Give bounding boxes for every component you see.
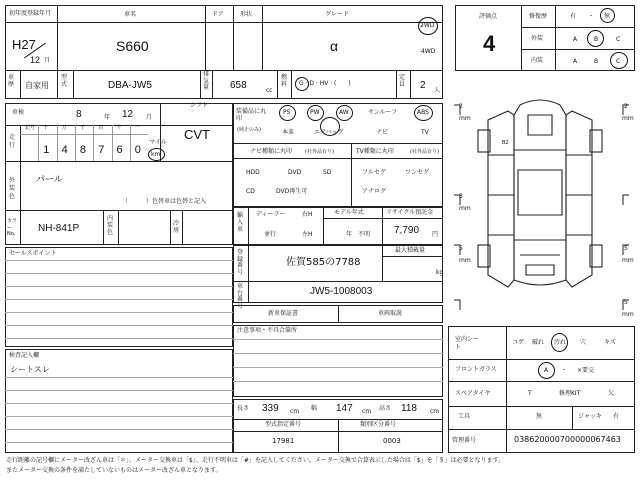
new-warranty: 新車保証書 xyxy=(268,310,299,317)
diag-right-unit-2: mm xyxy=(622,257,634,264)
equip-leather: 本革 xyxy=(282,129,295,136)
model-code: DBA-JW5 xyxy=(108,80,152,91)
recycle-unit: 円 xyxy=(432,231,439,238)
exterior-note: （ ）色替車は色替と記入 xyxy=(122,198,207,205)
nav-hdd: HDD xyxy=(246,169,260,176)
type-label: 型式 xyxy=(61,74,68,89)
mileage-header-3: 千 xyxy=(79,125,85,131)
car-name-label: 車名 xyxy=(124,11,137,18)
diag-b2: B2 xyxy=(502,140,509,146)
displacement-label: 排気量 xyxy=(203,71,210,92)
displacement-value: 658 xyxy=(230,80,247,91)
seat-tear: 破れ xyxy=(532,339,545,346)
windshield-dot: ・ xyxy=(561,367,568,374)
door-label: ドア xyxy=(212,11,224,18)
shift-label: シフト xyxy=(190,102,209,109)
tv-title: TV種類に丸印 xyxy=(356,148,394,155)
nav-cd: CD xyxy=(246,188,255,195)
designation-label: 型式指定番号 xyxy=(265,421,302,428)
model-year-value: 年 不明 xyxy=(346,231,371,238)
diag-right-mark-2: 5 xyxy=(624,245,628,252)
inspection-month-suffix: 月 xyxy=(146,114,153,121)
equip-pw: PW xyxy=(310,109,320,116)
diag-left-mark-3: 5 xyxy=(459,245,463,252)
int-a: A xyxy=(573,58,578,65)
inspection-year: 8 xyxy=(76,109,82,120)
equip-airbag: エアバッグ xyxy=(314,129,344,136)
exterior-grade-label: 外装 xyxy=(531,35,544,42)
mileage-unit-mile: マイル xyxy=(149,139,167,146)
inspection-month: 12 xyxy=(122,109,134,120)
score-label: 評価点 xyxy=(479,13,498,20)
reg-era-year: H27 xyxy=(12,37,36,52)
notes-label: 注意事項・不具合箇所 xyxy=(237,327,298,334)
diag-right-unit-1: mm xyxy=(622,115,634,122)
designation-value: 17981 xyxy=(272,437,295,445)
fuel-label: 燃料 xyxy=(281,74,288,89)
displacement-unit: cc xyxy=(266,87,273,94)
inspector-note: シートスレ xyxy=(10,365,50,374)
mileage-header-2: 万 xyxy=(61,125,67,131)
repair-dot: ・ xyxy=(588,13,595,20)
seat-stain: 汚れ xyxy=(554,339,567,346)
usage-value: 自家用 xyxy=(25,81,49,90)
length-label: 長さ xyxy=(237,405,250,412)
import-label: 輸入車 xyxy=(237,212,244,234)
seat-scratch: キズ xyxy=(604,339,616,346)
import-right: 右H xyxy=(302,211,313,218)
windshield-a: A xyxy=(544,367,549,374)
diag-left-unit-1: mm xyxy=(459,115,471,122)
equip-navi: ナビ xyxy=(376,129,389,136)
repair-label: 修復歴 xyxy=(529,13,548,20)
color-no-value: NH-841P xyxy=(38,223,80,234)
interior-grade-label: 内装 xyxy=(531,57,544,64)
nav-sd: SD xyxy=(323,169,332,176)
reg-number-label: 登録番号 xyxy=(237,249,244,276)
ext-b: B xyxy=(594,36,599,43)
tools-label: 工具 xyxy=(458,413,471,420)
model-year-label: モデル年式 xyxy=(334,209,364,216)
score-value: 4 xyxy=(483,31,496,56)
fuel-options: G · D · HV · ( ) xyxy=(299,80,351,87)
color-no-label: カラーNo. xyxy=(7,218,18,237)
mileage-header-4: 百 xyxy=(98,125,104,131)
tv-note: (社外品有り) xyxy=(410,149,439,155)
equip-ps: PS xyxy=(283,109,291,116)
exterior-label: 外装色 xyxy=(9,177,16,200)
ext-c: C xyxy=(616,36,621,43)
category-value: 0003 xyxy=(383,437,401,445)
max-load-unit: kg xyxy=(436,269,444,276)
spare-t: T xyxy=(528,390,532,397)
seat-hole: 穴 xyxy=(580,339,587,346)
mgmt-number: 038620000700000067463 xyxy=(514,435,621,444)
width-value: 147 xyxy=(336,403,353,414)
height-value: 118 xyxy=(401,403,417,414)
mileage-header-6: 一 xyxy=(134,125,140,131)
reg-month-suffix: 月 xyxy=(44,57,51,64)
seat-burn: コゲ xyxy=(512,339,525,346)
int-c: C xyxy=(616,58,621,65)
exterior-color: パール xyxy=(36,175,63,185)
cooling-label: 冷房 xyxy=(173,220,180,235)
owner-manual: 車両取説 xyxy=(378,310,403,317)
diag-left-mark-2: 3 xyxy=(459,193,463,200)
footer-line1: 走行距離の記号欄にメーター改ざん車は「＊」、メーター交換車は「$」、走行不明車は「#」を記入してください。メーター交換で合算表示した場合は「$」を「＄」は必要となります。 xyxy=(6,457,505,464)
mileage-digit-3: 7 xyxy=(98,144,105,156)
shift-value: CVT xyxy=(184,127,210,142)
height-label: 高さ xyxy=(379,405,392,412)
drive-2wd: 2WD xyxy=(420,22,435,29)
mileage-digit-2: 8 xyxy=(79,144,87,156)
tv-fullseg: フルセグ xyxy=(362,169,386,176)
footer-line2: またメーター交換の条件を満たしていないものはメーター改ざん車となります。 xyxy=(6,467,222,474)
mileage-digit-0: 1 xyxy=(43,144,50,156)
interior-color-label: 内装色 xyxy=(107,215,114,237)
equip-abs: ABS xyxy=(417,109,429,116)
chassis-label: 車台番号 xyxy=(237,283,244,310)
category-label: 類別区分番号 xyxy=(360,421,397,428)
jack-value: 有 xyxy=(613,413,620,420)
equip-sunroof: サンルーフ xyxy=(368,109,398,116)
reg-month: 12 xyxy=(30,55,41,65)
ext-a: A xyxy=(573,36,578,43)
windshield-label: フロントガラス xyxy=(455,366,497,373)
jack-label: ジャッキ xyxy=(578,413,602,420)
width-unit: cm xyxy=(362,408,372,415)
mileage-header-5: 十 xyxy=(116,125,122,131)
nav-dvd: DVD xyxy=(288,169,302,176)
equip-tv: TV xyxy=(421,129,429,136)
recycle-amount: 7,790 xyxy=(394,225,420,236)
reg-year-label: 初年度登録年月 xyxy=(9,10,52,17)
diag-right-mark-3: 5 xyxy=(624,299,628,306)
inspector-label: 検査記入欄 xyxy=(9,352,40,359)
import-dealer: ディーラー xyxy=(256,211,286,218)
grade-label: グレード xyxy=(325,11,350,18)
mgmt-label: 管理番号 xyxy=(452,437,477,444)
capacity-value: 2 xyxy=(420,80,426,91)
vehicle-label: 車歴 xyxy=(8,74,15,89)
capacity-label: 定員 xyxy=(399,74,406,89)
recycle-label: リサイクル預託金 xyxy=(386,209,434,216)
import-parallel: 並行 xyxy=(264,231,277,238)
sales-point-label: セールスポイント xyxy=(9,250,57,257)
diag-left-unit-3: mm xyxy=(459,257,471,264)
spare-label: スペアタイヤ xyxy=(455,390,491,397)
car-name: S660 xyxy=(116,38,149,54)
width-label: 幅 xyxy=(311,405,318,412)
drive-4wd: 4WD xyxy=(421,48,436,55)
inspection-year-suffix: 年 xyxy=(104,114,111,121)
tv-oneseg: ワンセグ xyxy=(405,169,430,176)
mileage-label: 走行 xyxy=(9,134,16,149)
inspection-label: 車検 xyxy=(12,109,25,116)
diag-right-unit-3: mm xyxy=(622,311,634,318)
int-b: B xyxy=(594,58,599,65)
spare-missing: 欠 xyxy=(608,390,615,397)
diag-right-mark-1: 2 xyxy=(624,103,628,110)
repair-yes: 有 xyxy=(570,13,577,20)
grade-value: α xyxy=(330,38,339,54)
car-diagram xyxy=(448,75,635,323)
chassis-number: JW5-1008003 xyxy=(310,286,373,297)
equip-aw: AW xyxy=(339,109,349,116)
import-left: 左H xyxy=(302,231,313,238)
tools-value: 無 xyxy=(536,413,543,420)
interior-seat-label: 室内シート xyxy=(455,336,480,351)
max-load-label: 最大積載量 xyxy=(395,247,426,254)
nav-note: (社外品有り) xyxy=(305,149,334,155)
capacity-unit: 人 xyxy=(434,87,441,94)
form-frame xyxy=(5,5,443,99)
equipment-title: 装備品に丸印 xyxy=(236,108,267,123)
mileage-digit-4: 6 xyxy=(116,144,123,156)
length-value: 339 xyxy=(262,403,279,414)
shape-label: 形状 xyxy=(240,11,253,18)
mileage-header-0: 記号 xyxy=(25,125,36,131)
diag-left-mark-1: 2 xyxy=(459,103,463,110)
notes-box xyxy=(233,325,443,397)
spare-kit: 修理KIT xyxy=(559,390,581,397)
diag-left-unit-2: mm xyxy=(459,205,471,212)
mileage-digit-5: 0 xyxy=(134,144,141,156)
mileage-digit-1: 4 xyxy=(61,144,68,156)
windshield-replace: ×要交 xyxy=(577,367,595,374)
nav-title: ナビ種類に丸印 xyxy=(250,148,293,155)
sales-point-box xyxy=(5,247,233,347)
length-unit: cm xyxy=(290,408,300,415)
height-unit: cm xyxy=(430,408,440,415)
nav-dvd-play: DVD再生可 xyxy=(276,188,308,195)
mileage-unit-km: km xyxy=(151,151,161,158)
tv-analog: アナログ xyxy=(362,188,387,195)
mileage-header-1: 十 xyxy=(43,125,49,131)
repair-no: 無 xyxy=(604,13,611,20)
equipment-subtitle: (純正のみ) xyxy=(237,127,261,133)
reg-plate: 佐賀585の7788 xyxy=(286,257,361,268)
